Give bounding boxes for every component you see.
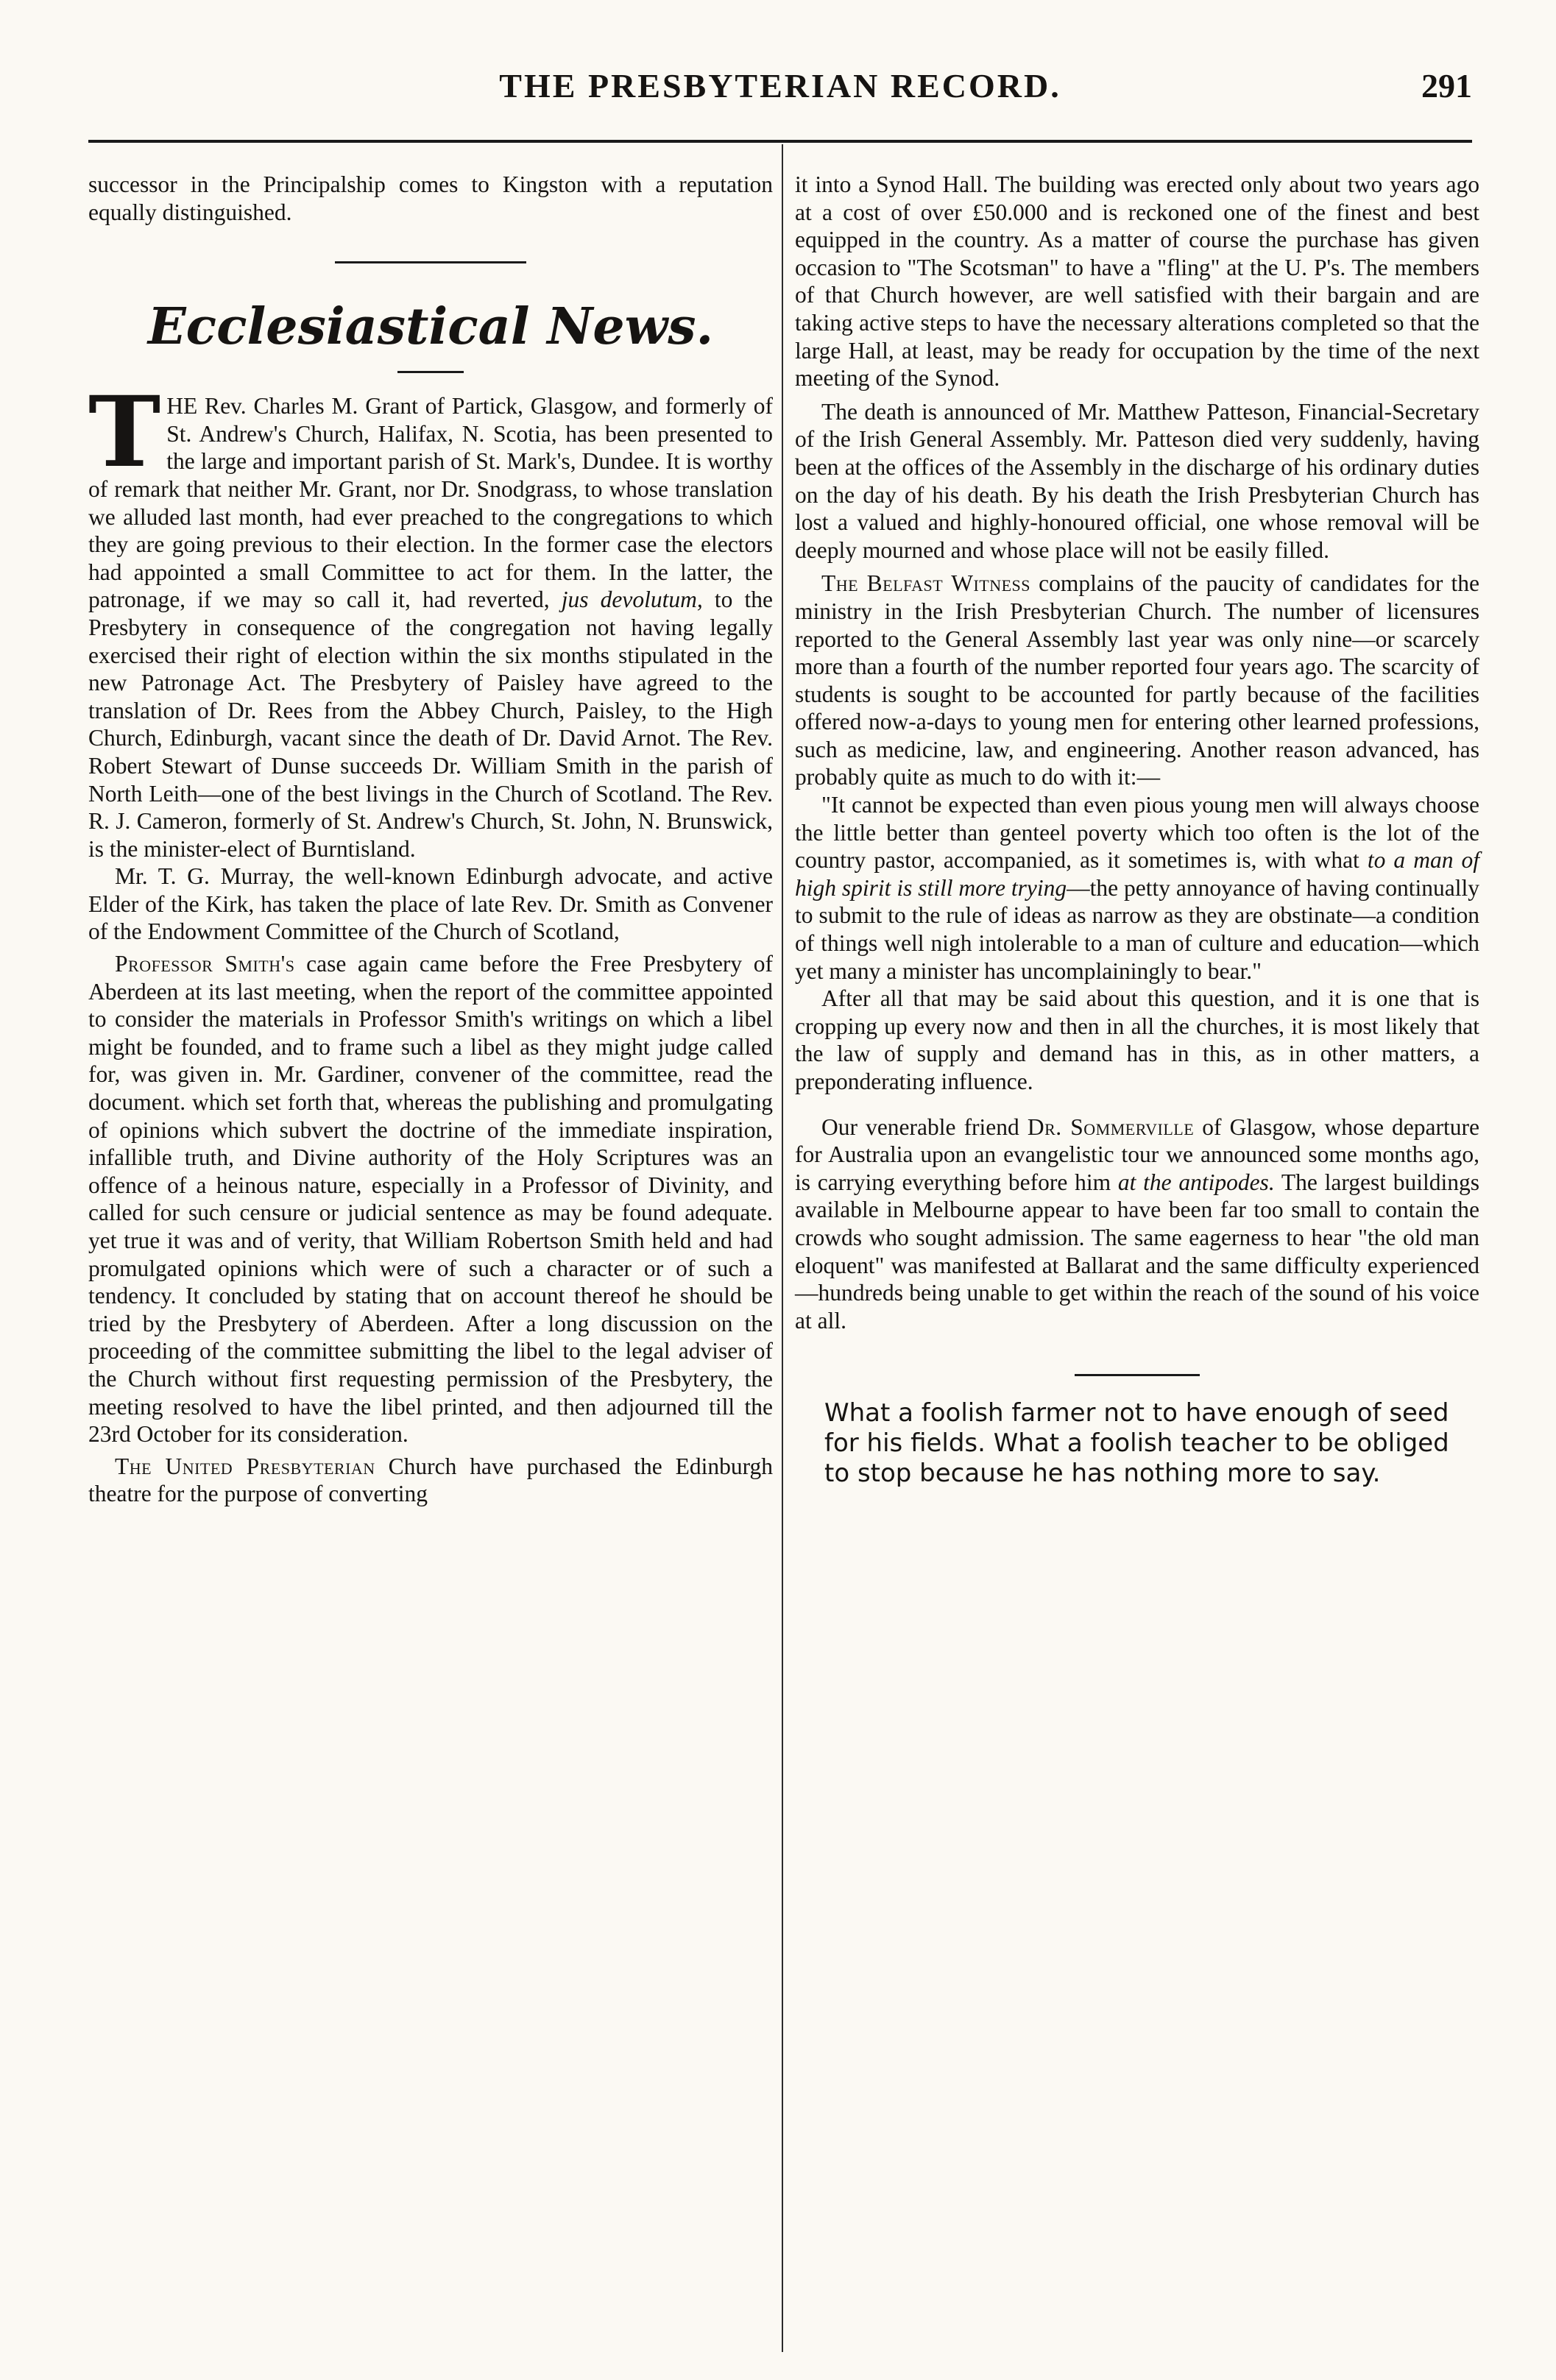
page-number: 291 <box>1421 67 1472 105</box>
closing-aphorism: What a foolish farmer not to have enough of seed for his fields. What a foolish teacher to be obliged to stop because he has nothing more to say. <box>824 1398 1449 1489</box>
supply-demand-paragraph: After all that may be said about this question, and it is one that is cropping up every now and then in all the churches, it is most likely that the law of supply and demand has in this, as in other matters, a preponderating influence. <box>795 985 1479 1094</box>
column-divider <box>782 144 783 2352</box>
closing-rule <box>1075 1374 1200 1376</box>
article-synod-hall-paragraph: it into a Synod Hall. The building was erected only about two years ago at a cost of over £50.000 and is reckoned one of the finest and best equipped in the country. As a matter of course the purchase has given occasion to "The Scotsman" to have a "fling" at the U. P's. The members of that Church however, are well satisfied with their bargain and are taking active steps to have the necessary alterations completed so that the large Hall, at least, may be ready for occupation by the time of the next meeting of the Synod. <box>795 171 1479 392</box>
article-sommerville-paragraph: Our venerable friend Dr. Sommerville of Glasgow, whose departure for Australia upon an evangelistic tour we announced some months ago, is carrying everything before him at the antipodes. The largest buildings available in Melbourne appear to have been far too small to contain the crowds who sought admission. The same eagerness to hear "the old man eloquent" was manifested at Ballarat and the same difficulty experienced—hundreds being unable to get within the reach of the sound of his voice at all. <box>795 1113 1480 1334</box>
article-grant-paragraph: THE Rev. Charles M. Grant of Partick, Glasgow, and formerly of St. Andrew's Church, Halifax, N. Scotia, has been presented to the large and important parish of St. Mark's, Dundee. It is worthy of remark that neither Mr. Grant, nor Dr. Snodgrass, to whose translation we alluded last month, had ever preached to the congregations to which they are going previous to their election. In the former case the electors had appointed a small Committee to act for them. In the latter, the patronage, if we may so call it, had reverted, jus devolutum, to the Presbytery in consequence of the congregation not having legally exercised their right of election within the six months stipulated in the new Patronage Act. The Presbytery of Paisley have agreed to the translation of Dr. Rees from the Abbey Church, Paisley, to the High Church, Edinburgh, vacant since the death of Dr. David Arnot. The Rev. Robert Stewart of Dunse succeeds Dr. William Smith in the parish of North Leith—one of the best livings in the Church of Scotland. The Rev. R. J. Cameron, formerly of St. Andrew's Church, St. John, N. Brunswick, is the minister-elect of Burntisland. <box>88 375 773 862</box>
quotation-paragraph: "It cannot be expected than even pious young men will always choose the little better than genteel poverty which too often is the lot of the country pastor, accompanied, as it sometimes is, with what to a man of high spirit is still more trying—the petty annoyance of having continually to submit to the rule of ideas as narrow as they are obstinate—a condition of things well nigh intolerable to a man of culture and education—which yet many a minister has uncomplainingly to bear." <box>795 792 1479 984</box>
article-patteson-paragraph: The death is announced of Mr. Matthew Patteson, Financial-Secretary of the Irish General Assembly. Mr. Patteson died very suddenly, having been at the offices of the Assembly in the discharge of his ordinary duties on the day of his death. By his death the Irish Presbyterian Church has lost a valued and highly-honoured official, one whose removal will be deeply mourned and whose place will not be easily filled. <box>795 398 1479 563</box>
article-belfast-witness-paragraph: The Belfast Witness complains of the paucity of candidates for the ministry in the Irish Presbyterian Church. The number of licensures reported to the General Assembly last year was only nine—or scarcely more than a fourth of the number reported four years ago. The scarcity of students is sought to be accounted for partly because of the facilities offered now-a-days to young men for entering other learned professions, such as medicine, law, and engineering. Another reason advanced, has probably quite as much to do with it:— <box>795 570 1479 790</box>
right-column <box>795 171 1479 1489</box>
article-united-presbyterian-paragraph: The United Presbyterian Church have purchased the Edinburgh theatre for the purpose of converting <box>88 1453 773 1507</box>
left-column <box>88 171 773 1508</box>
article-murray-paragraph: Mr. T. G. Murray, the well-known Edinburgh advocate, and active Elder of the Kirk, has taken the place of late Rev. Dr. Smith as Convener of the Endowment Committee of the Church of Scotland, <box>88 863 773 945</box>
page-header <box>88 66 1472 118</box>
running-title: THE PRESBYTERIAN RECORD. <box>499 67 1061 105</box>
section-heading: Ecclesiastical News. <box>147 297 714 357</box>
intro-paragraph: successor in the Principalship comes to Kingston with a reputation equally distinguished. <box>88 171 773 225</box>
article-professor-smith-paragraph: Professor Smith's case again came before the Free Presbytery of Aberdeen at its last meeting, when the report of the committee appointed to consider the materials in Professor Smith's writings on which a libel might be founded, and to frame such a libel as they might judge called for, was given in. Mr. Gardiner, convener of the committee, read the document. which set forth that, whereas the publishing and promulgating of opinions which subvert the doctrine of the immediate inspiration, infallible truth, and Divine authority of the Holy Scriptures was an offence of a heinous nature, especially in a Professor of Divinity, and called for such censure or judicial sentence as may be found adequate. yet true it was and of verity, that William Robertson Smith held and had promulgated opinions which were of such a character or of such a tendency. It concluded by stating that on account thereof he should be tried by the Presbytery of Aberdeen. After a long discussion on the proceeding of the committee submitting the libel to the legal adviser of the Church without first requesting permission of the Presbytery, the meeting resolved to have the libel printed, and then adjourned till the 23rd October for its consideration. <box>88 951 773 1448</box>
drop-cap: T <box>88 375 161 490</box>
header-rule <box>88 140 1472 143</box>
section-rule-top <box>335 261 526 263</box>
section-rule-bottom <box>397 371 464 373</box>
